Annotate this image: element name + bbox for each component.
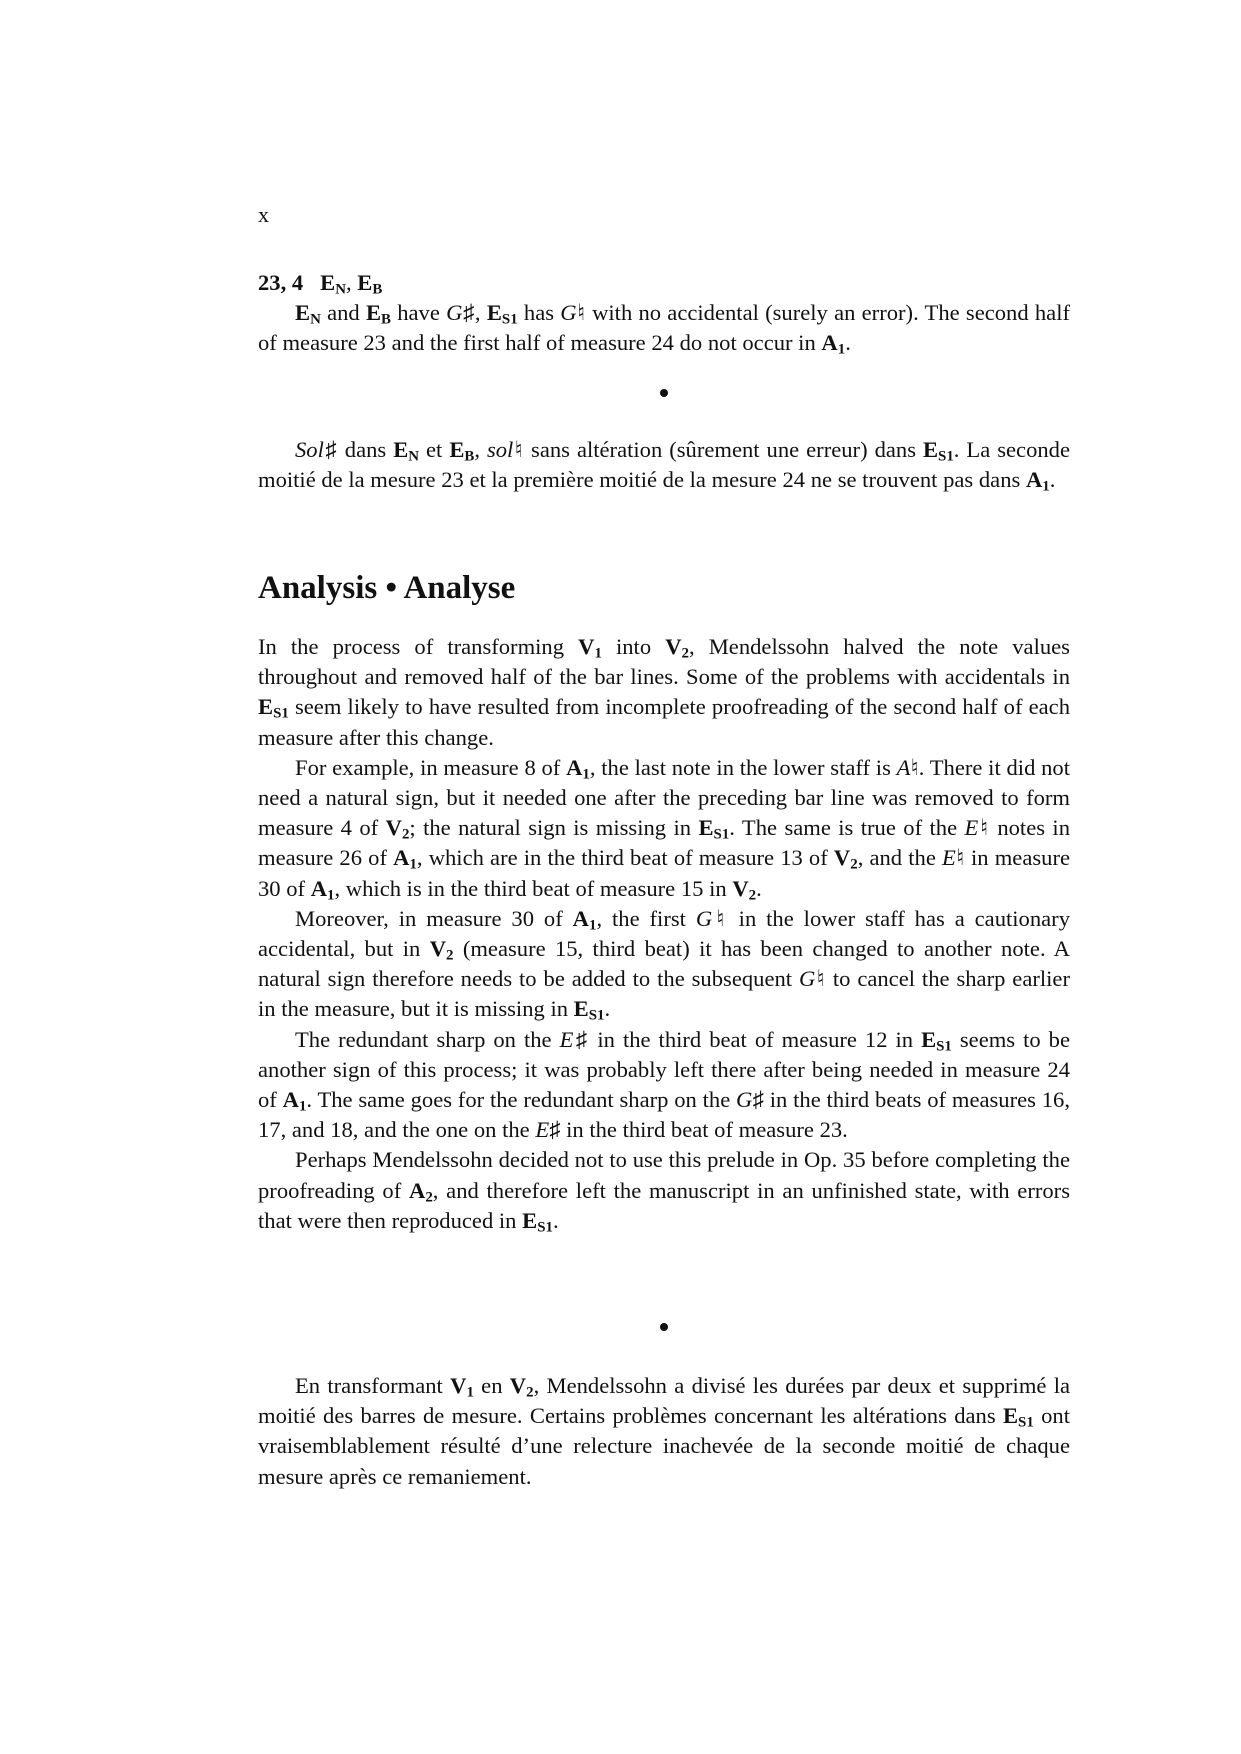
analysis-paragraph: In the process of transforming $V_1$ into $V_2$, Mendelssohn halved the note values throughout and removed half of the bar lines. Some of the problems with accidentals in $E_{S1}$ seem likely to have resulted from incomplete proofreading of the second half of each measure after this change. bbox=[258, 634, 1070, 750]
page-number: x bbox=[258, 202, 269, 227]
analysis-english bbox=[258, 632, 1070, 1236]
note-text-en: $E_N$ and $E_B$ have G♯, $E_{S1}$ has G♮ with no accidental (surely an error). The second half of measure 23 and the first half of measure 24 do not occur in $A_1$. bbox=[258, 300, 1071, 359]
analysis-french bbox=[258, 1371, 1070, 1492]
critical-note-french bbox=[258, 435, 1070, 495]
note-heading: 23, 4 $E_N$, $E_B$ bbox=[258, 270, 383, 298]
separator-dot bbox=[660, 389, 668, 397]
analysis-paragraph: Perhaps Mendelssohn decided not to use this prelude in Op. 35 before completing the proofreading of $A_2$, and therefore left the manuscript in an unfinished state, with errors that were then reproduced in $E_{S1}$. bbox=[258, 1147, 1070, 1236]
analysis-paragraph: For example, in measure 8 of $A_1$, the last note in the lower staff is A♮. There it did not need a natural sign, but it needed one after the preceding bar line was removed to form measure 4 of $V_2$; the natural sign is missing in $E_{S1}$. The same is true of the E♮ notes in measure 26 of $A_1$, which are in the third beat of measure 13 of $V_2$, and the E♮ in measure 30 of $A_1$, which is in the third beat of measure 15 in $V_2$. bbox=[258, 754, 1071, 904]
analysis-paragraph-fr: En transformant $V_1$ en $V_2$, Mendelssohn a divisé les durées par deux et supprimé la moitié des barres de mesure. Certains problèmes concernant les altérations dans $E_{S1}$ ont vraisemblablement résulté d’une relecture inachevée de la seconde moitié de chaque mesure après ce remaniement. bbox=[258, 1373, 1071, 1489]
critical-note-english bbox=[258, 268, 1070, 359]
section-heading-analysis: Analysis • Analyse bbox=[258, 570, 516, 606]
analysis-paragraph: The redundant sharp on the E♯ in the third beat of measure 12 in $E_{S1}$ seems to be another sign of this process; it was probably left there after being needed in measure 24 of $A_1$. The same goes for the redundant sharp on the G♯ in the third beats of measures 16, 17, and 18, and the one on the E♯ in the third beat of measure 23. bbox=[258, 1026, 1070, 1143]
note-text-fr: Sol♯ dans $E_N$ et $E_B$, sol♮ sans altération (sûrement une erreur) dans $E_{S1}$. La seconde moitié de la mesure 23 et la première moitié de la mesure 24 ne se trouvent pas dans $A_1$. bbox=[258, 437, 1070, 495]
note-location: 23, 4 bbox=[258, 270, 304, 295]
separator-dot bbox=[660, 1323, 668, 1331]
analysis-paragraph: Moreover, in measure 30 of $A_1$, the first G♮ in the lower staff has a cautionary accidental, but in $V_2$ (measure 15, third beat) it has been changed to another note. A natural sign therefore needs to be added to the subsequent G♮ to cancel the sharp earlier in the measure, but it is missing in $E_{S1}$. bbox=[258, 905, 1071, 1025]
